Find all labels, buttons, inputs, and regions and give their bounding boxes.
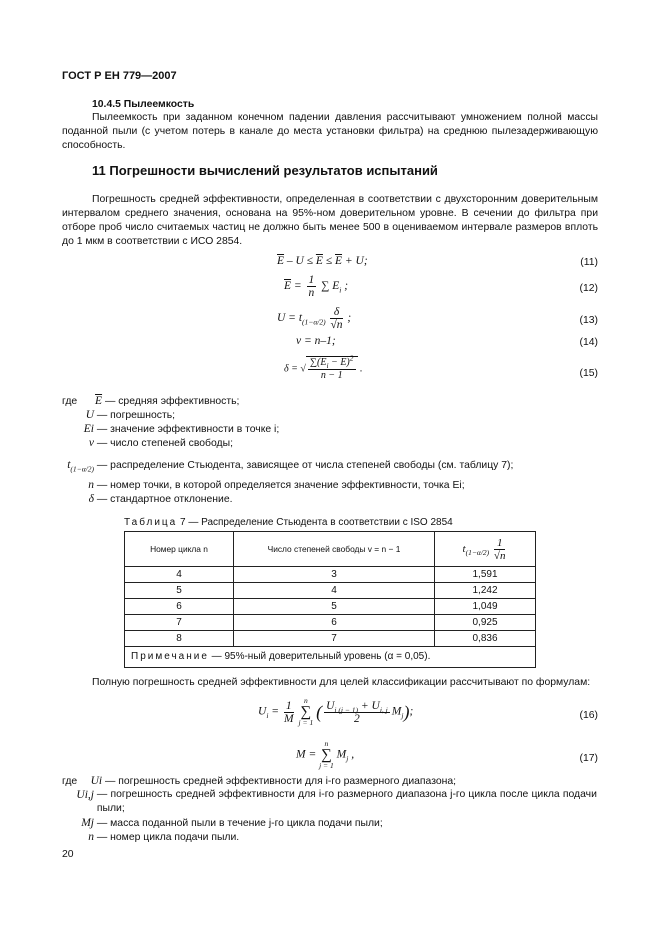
equation-11: $\overline{E} - U \le \overline{E} \le \overline{E} + U$;: [277, 255, 368, 267]
table7-header-row: [125, 532, 536, 567]
paragraph-formulas-intro: Полную погрешность средней эффективности для целей классификации рассчитывают по формулам:: [92, 677, 591, 688]
table7-cell-n: 7: [125, 615, 234, 631]
table-row: [125, 567, 536, 583]
legend1-symbol-2: Ei: [83, 423, 94, 435]
legend1-row-5: [62, 478, 465, 493]
table-row: [125, 583, 536, 599]
table7-cell-n: 8: [125, 631, 234, 647]
section-title-11: 11 Погрешности вычислений результатов испытаний: [92, 163, 438, 178]
legend2-where: где: [62, 776, 78, 787]
table7-cell-v: 6: [234, 615, 435, 631]
table7-note-row: [125, 647, 536, 668]
equation-14: v = n–1;: [296, 335, 336, 347]
table7-cell-t: 0,836: [435, 631, 536, 647]
table-row: [125, 599, 536, 615]
table7-cell-v: 4: [234, 583, 435, 599]
legend1-row-3: [62, 436, 233, 451]
legend1-row-6: [62, 492, 233, 507]
legend2-row-0: [62, 774, 456, 789]
equation-17: M = n ∑ j = 1 $M_j$ ,: [296, 739, 355, 770]
legend2-text-3: — номер цикла подачи пыли.: [96, 832, 240, 843]
eq-number-14: (14): [579, 337, 598, 348]
table7-cell-t: 1,049: [435, 599, 536, 615]
legend1-text-3: — число степеней свободы;: [96, 438, 233, 449]
table7-cell-v: 3: [234, 567, 435, 583]
legend1-symbol-3: v: [88, 437, 94, 449]
equation-13: $U = t_{(1-\alpha/2)}$ $\frac{\delta}{√n}$ ;: [277, 306, 352, 331]
section-11-text: Погрешность средней эффективности, определенная в соответствии с двухсторонним доверительным интервалом среднего значения, основана на 95%-ном доверительном уровне. В сечении до фильтра при отборе проб число считаемых частиц не должно быть менее 500 в оцениваемом интервале размеров вплоть до 1 мкм в соответствии с ИСО 2854.: [62, 194, 598, 247]
legend1-where: где: [62, 396, 78, 407]
table7-cell-v: 7: [234, 631, 435, 647]
page-number: 20: [62, 849, 74, 860]
table7-cell-n: 6: [125, 599, 234, 615]
equation-12: $\overline{E}$ = $\frac{1}{n}$ ∑ $E_i$ ;: [284, 274, 349, 299]
eq-number-16: (16): [579, 710, 598, 721]
legend1-symbol-4: t: [67, 459, 71, 471]
table7-caption: [124, 516, 453, 530]
eq-number-11: (11): [580, 257, 598, 268]
table7-note-text: — 95%-ный доверительный уровень (α = 0,05).: [211, 651, 431, 662]
table-row: [125, 615, 536, 631]
section-title-10-4-5: 10.4.5 Пылеемкость: [92, 99, 195, 110]
legend1-symbol-6: δ: [88, 493, 94, 505]
legend2-row-2: [62, 816, 383, 831]
table7-cell-n: 4: [125, 567, 234, 583]
document-header: ГОСТ Р ЕН 779—2007: [62, 70, 177, 82]
table7-caption-label: Таблица: [124, 517, 178, 528]
table7-caption-text: 7 — Распределение Стьюдента в соответствии с ISO 2854: [180, 517, 453, 528]
legend1-text-2: — значение эффективности в точке i;: [96, 424, 280, 435]
legend2-symbol-2: Mj: [81, 817, 94, 829]
legend1-symbol-5: n: [88, 479, 94, 491]
legend2-symbol-1: Ui,j: [76, 789, 94, 801]
section-10-4-5-text: Пылеемкость при заданном конечном падении давления рассчитывают умножением полной массы поданной пыли (с учетом потерь в канале до места установки фильтра) на среднюю пылезадерживающую способность.: [62, 112, 598, 151]
legend1-symbol-1: U: [85, 409, 94, 421]
legend1-row-0: [62, 394, 239, 409]
table7-cell-n: 5: [125, 583, 234, 599]
legend1-text-5: — номер точки, в которой определяется значение эффективности, точка Ei;: [96, 480, 465, 491]
table7-note-label: Примечание: [131, 651, 209, 662]
eq-number-12: (12): [579, 283, 598, 294]
eq-number-17: (17): [579, 753, 598, 764]
legend2-row-3: [62, 830, 239, 845]
table7-note: [125, 647, 536, 668]
legend1-text-1: — погрешность;: [96, 410, 176, 421]
eq-number-15: (15): [579, 368, 598, 379]
legend2-text-1: — погрешность средней эффективности для i-го размерного диапазона j-го цикла после цикла подачи пыли;: [96, 789, 597, 814]
legend1-row-1: [62, 408, 175, 423]
equation-16: $U_i$ = $\frac{1}{M}$ n ∑ j = 1 ( $\frac{U_{i (j - 1)} + U_{i, j}}{2}$ $M_j$);: [258, 696, 414, 727]
legend1-text-4: — распределение Стьюдента, зависящее от числа степеней свободы (см. таблицу 7);: [96, 460, 514, 471]
table7-col2-header: Число степеней свободы v = n − 1: [234, 532, 435, 567]
table-row: [125, 631, 536, 647]
legend1-text-6: — стандартное отклонение.: [96, 494, 233, 505]
eq-number-13: (13): [579, 315, 598, 326]
table7-col3-header: $t_{(1-\alpha/2)}$ $\frac{1}{√n}$: [435, 532, 536, 567]
table7-cell-v: 5: [234, 599, 435, 615]
legend1-row-2: [62, 422, 279, 437]
legend2-symbol-3: n: [88, 831, 94, 843]
legend1-symbol-0: $\overline{E}$: [95, 395, 103, 407]
table7: [124, 531, 536, 668]
legend2-row-1: [62, 788, 598, 816]
legend2-text-2: — масса поданной пыли в течение j-го цикла подачи пыли;: [96, 818, 383, 829]
equation-15: δ = √ $\frac{\sum(E_i - \overline{E})^2}{n - 1}$ .: [284, 353, 363, 381]
legend1-text-0: — средняя эффективность;: [104, 396, 240, 407]
table7-cell-t: 1,242: [435, 583, 536, 599]
legend1-row-4: $t_{(1-\alpha/2)}$ — распределение Стьюдента, зависящее от числа степеней свободы (см. таблицу 7);: [67, 459, 514, 474]
table7-cell-t: 0,925: [435, 615, 536, 631]
table7-cell-t: 1,591: [435, 567, 536, 583]
table7-col1-header: Номер цикла n: [125, 532, 234, 567]
legend2-symbol-0: Ui: [90, 775, 103, 787]
legend2-text-0: — погрешность средней эффективности для i-го размерного диапазона;: [104, 776, 457, 787]
